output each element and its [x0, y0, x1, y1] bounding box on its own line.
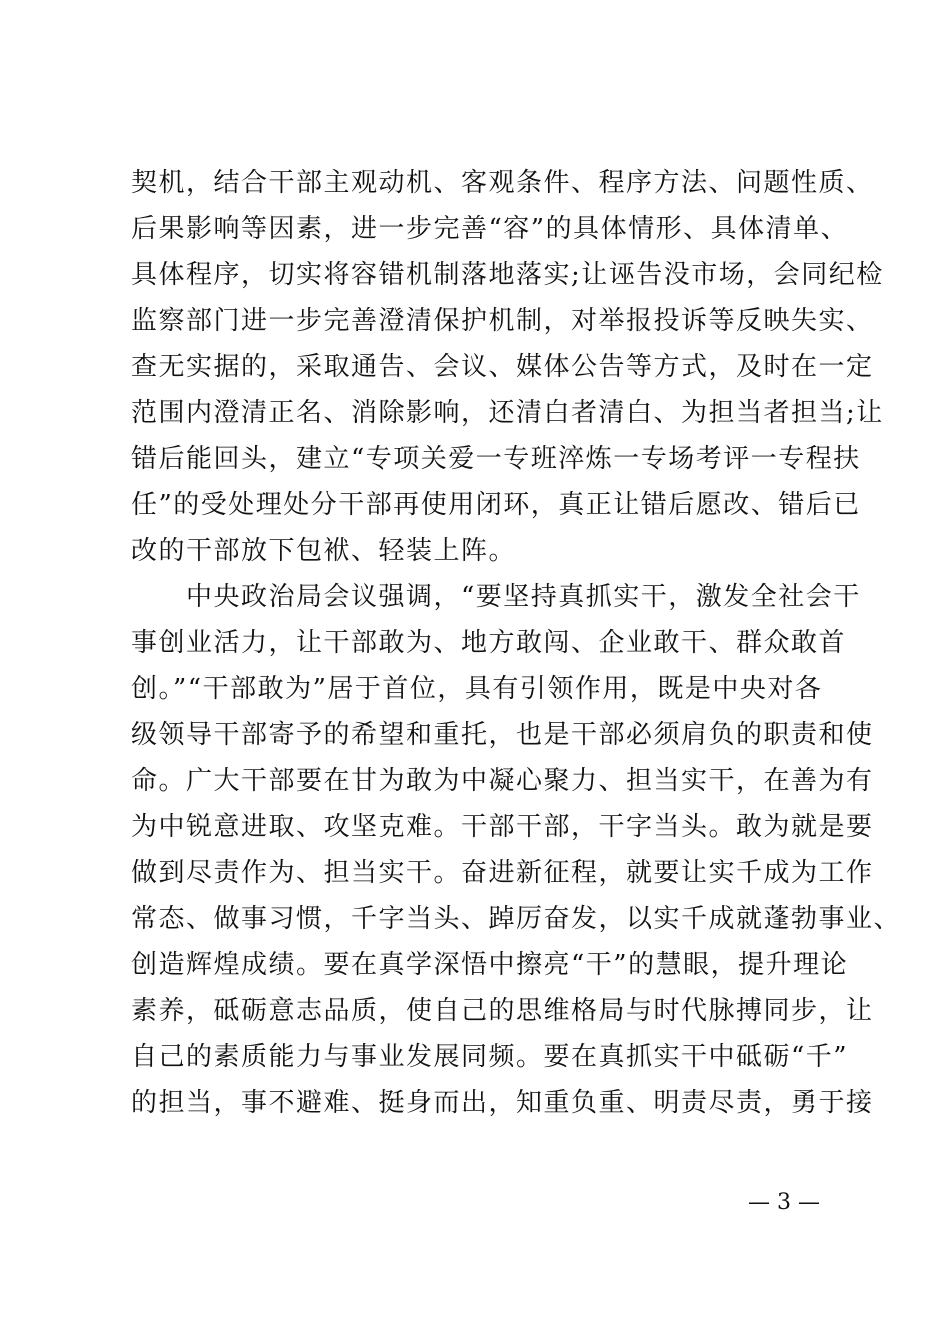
text-line: 后果影响等因素，进一步完善“容”的具体情形、具体清单、 — [131, 214, 849, 244]
text-line: 创。”“干部敢为”居于首位，具有引领作用，既是中央对各 — [131, 674, 823, 704]
text-line: 错后能回头，建立“专项关爱一专班淬炼一专场考评一专程扶 — [131, 444, 861, 474]
text-line: 做到尽责作为、担当实干。奋进新征程，就要让实千成为工作 — [131, 858, 874, 888]
text-line: 素养，砥砺意志品质，使自己的思维格局与时代脉搏同步，让 — [131, 996, 874, 1026]
text-line: 创造辉煌成绩。要在真学深悟中擦亮“干”的慧眼，提升理论 — [131, 950, 849, 980]
page-number: — 3 — — [748, 1190, 820, 1215]
text-line: 自己的素质能力与事业发展同频。要在真抓实干中砥砺“千” — [131, 1042, 849, 1072]
text-line: 中央政治局会议强调，“要坚持真抓实干，激发全社会干 — [131, 582, 861, 612]
text-line: 命。广大干部要在甘为敢为中凝心聚力、担当实干，在善为有 — [131, 766, 874, 796]
text-line: 任”的受处理处分干部再使用闭环，真正让错后愿改、错后已 — [131, 490, 861, 520]
text-line: 级领导干部寄予的希望和重托，也是干部必须肩负的职责和使 — [131, 720, 874, 750]
text-line: 的担当，事不避难、挺身而出，知重负重、明责尽责，勇于接 — [131, 1088, 874, 1118]
text-line: 查无实据的，采取通告、会议、媒体公告等方式，及时在一定 — [131, 352, 874, 382]
body-text — [131, 160, 902, 1126]
text-line: 监察部门进一步完善澄清保护机制，对举报投诉等反映失实、 — [131, 306, 874, 336]
text-line: 改的干部放下包袱、轻装上阵。 — [131, 536, 517, 566]
text-line: 具体程序，切实将容错机制落地落实;让诬告没市场，会同纪检 — [131, 260, 884, 290]
text-line: 事创业活力，让干部敢为、地方敢闯、企业敢干、群众敢首 — [131, 628, 847, 658]
text-line: 契机，结合干部主观动机、客观条件、程序方法、问题性质、 — [131, 168, 874, 198]
text-line: 范围内澄清正名、消除影响，还清白者清白、为担当者担当;让 — [131, 398, 884, 428]
text-line: 为中锐意进取、攻坚克难。干部干部，干字当头。敢为就是要 — [131, 812, 874, 842]
text-line: 常态、做事习惯，千字当头、踔厉奋发，以实千成就蓬勃事业、 — [131, 904, 902, 934]
